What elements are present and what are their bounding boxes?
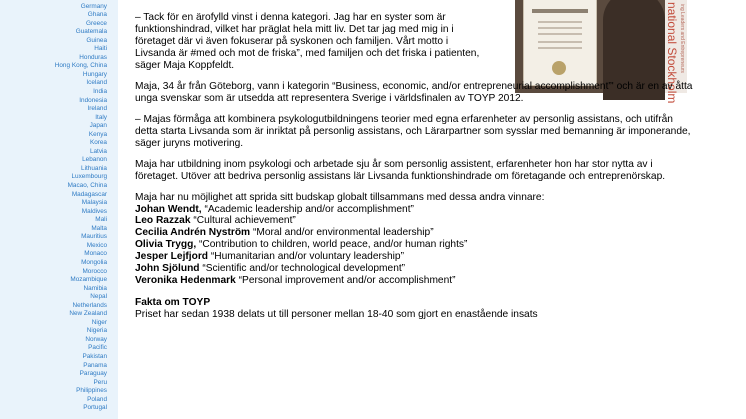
country-link[interactable]: Latvia [89,147,107,155]
winner-category: “Contribution to children, world peace, and/or human rights” [196,239,468,251]
winner-entry [135,239,697,251]
article-body [135,12,697,321]
country-link[interactable]: Indonesia [79,96,107,104]
country-link[interactable]: Malaysia [81,199,107,207]
country-link[interactable]: Lebanon [82,156,107,164]
winner-name: Cecilia Andrén Nyström [135,227,251,239]
country-link[interactable]: Mozambique [70,276,107,284]
winner-category: “Humanitarian and/or voluntary leadership” [208,251,404,263]
banner-subtext: ing Leaders and Entrepreneurs [679,4,685,73]
country-link[interactable]: Maldives [81,207,107,215]
country-link[interactable]: Pacific [88,344,107,352]
winner-entry [135,215,697,227]
winner-name: Veronika Hedenmark [135,274,236,286]
country-link[interactable]: Japan [89,122,107,130]
country-link[interactable]: Hong Kong, China [54,62,107,70]
country-link[interactable]: Hungary [82,70,107,78]
winners-list [135,204,697,287]
country-link[interactable]: Niger [91,318,107,326]
winner-name: Jesper Lejfjord [135,251,209,263]
winners-intro: Maja har nu möjlighet att sprida sitt budskap globalt tillsammans med dessa andra vinnare: [135,191,545,203]
country-link[interactable]: Nepal [90,293,107,301]
winner-entry [135,204,697,216]
country-sidebar [0,0,118,419]
winner-entry [135,227,697,239]
facts-text: Priset har sedan 1938 delats ut till personer mellan 18-40 som gjort en enastående insats [135,308,538,320]
winner-category: “Cultural achievement” [190,215,296,227]
country-link[interactable]: Poland [87,395,107,403]
country-link[interactable]: Guatemala [75,28,107,36]
winner-name: Leo Razzak [135,215,191,227]
winner-category: “Moral and/or environmental leadership” [250,227,434,239]
country-link[interactable]: Kenya [88,130,107,138]
country-link[interactable]: Malta [91,224,107,232]
country-link[interactable]: Peru [93,378,107,386]
winner-entry [135,275,697,287]
country-list [55,0,107,413]
winner-category: “Scientific and/or technological development” [199,263,406,275]
paragraph-category: Maja, 34 år från Göteborg, vann i kategorin “Business, economic, and/or entrepreneurial accomplishment”' och är en av åtta unga svenskar som är utsedda att representera Sverige i världsfinalen av TOYP 2012. [135,80,693,104]
winner-entry [135,251,697,263]
country-link[interactable]: Lithuania [81,164,107,172]
country-link[interactable]: Mongolia [81,258,107,266]
country-link[interactable]: India [93,88,107,96]
country-link[interactable]: Luxembourg [71,173,107,181]
winner-entry [135,263,697,275]
country-link[interactable]: Ghana [87,11,107,19]
winner-name: Johan Wendt, [135,203,202,215]
banner-text: national Stockholm [665,2,679,104]
country-link[interactable]: Iceland [86,79,107,87]
country-link[interactable]: Germany [80,2,107,10]
country-link[interactable]: Ireland [87,105,107,113]
country-link[interactable]: Morocco [82,267,107,275]
country-link[interactable]: Pakistan [82,352,107,360]
country-link[interactable]: Netherlands [72,301,107,309]
country-link[interactable]: Panama [83,361,107,369]
paragraph-jury-motivation: – Majas förmåga att kombinera psykologutbildningens teorier med egna erfarenheter av personlig assistans, och utifrån detta starta Livsanda som är inriktat på personlig assistans, och Lärarpartner som sysslar med bemanning är imponerande, säger juryns motivering. [135,113,691,149]
facts-heading: Fakta om TOYP [135,296,211,308]
country-link[interactable]: Nigeria [86,327,107,335]
country-link[interactable]: Mauritius [81,233,107,241]
paragraph-background: Maja har utbildning inom psykologi och arbetade sju år som personlig assistent, erfarenheter hon har stor nytta av i företaget. Utöver att bedriva personlig assistans lär Livsanda funktionshindrade om företagande och entreprenörskap. [135,158,666,182]
intro-paragraph: – Tack för en ärofylld vinst i denna kategori. Jag har en syster som är funktionshindrad, vilket har präglat hela mitt liv. Det tar jag med mig in i företaget där vi även fokuserar på syskonen och familjen. Vårt motto i Livsanda är #med och mot de friska”, med familjen och det friska i patienten, säger Maja Koppfeldt. [135,12,480,71]
country-link[interactable]: Philippines [76,387,107,395]
country-link[interactable]: Namibia [83,284,107,292]
country-link[interactable]: Macao, China [67,182,107,190]
country-link[interactable]: Mexico [86,241,107,249]
country-link[interactable]: Norway [85,335,107,343]
winner-category: “Academic leadership and/or accomplishment” [201,203,414,215]
country-link[interactable]: Portugal [83,404,107,412]
country-link[interactable]: New Zealand [69,310,107,318]
country-link[interactable]: Korea [89,139,107,147]
country-link[interactable]: Monaco [84,250,107,258]
country-link[interactable]: Madagascar [71,190,107,198]
country-link[interactable]: Haiti [94,45,107,53]
winner-name: John Sjölund [135,263,200,275]
country-link[interactable]: Mali [95,216,107,224]
winner-name: Olivia Trygg, [135,239,197,251]
country-link[interactable]: Paraguay [79,370,107,378]
winner-category: “Personal improvement and/or accomplishment” [235,274,456,286]
country-link[interactable]: Greece [86,19,107,27]
country-link[interactable]: Italy [95,113,107,121]
country-link[interactable]: Honduras [79,53,107,61]
country-link[interactable]: Guinea [86,36,107,44]
